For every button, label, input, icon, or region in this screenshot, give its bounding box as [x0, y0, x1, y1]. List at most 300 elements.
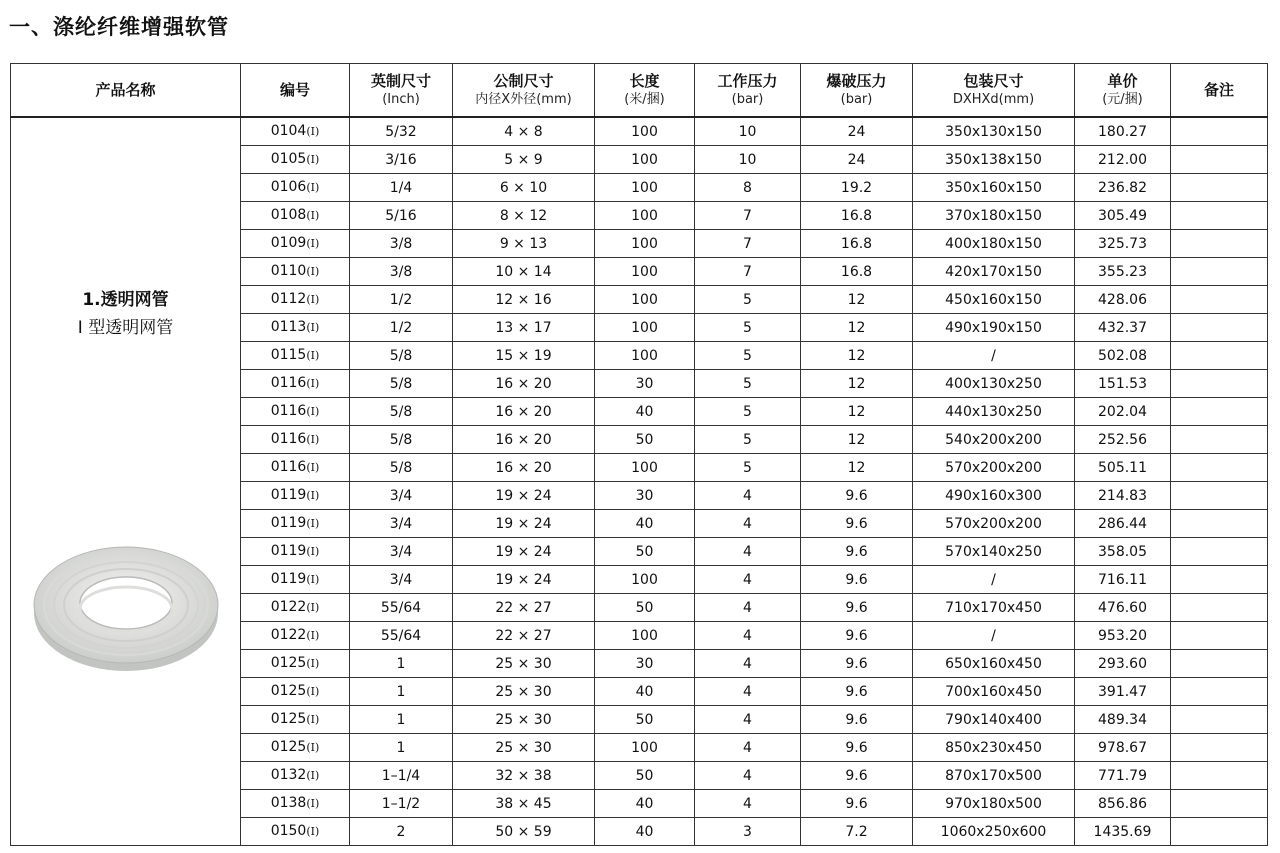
length-cell: 100: [595, 230, 695, 258]
burst-pressure-cell: 9.6: [801, 650, 913, 678]
inch-size-cell: 55/64: [350, 594, 453, 622]
package-size-cell: 420x170x150: [913, 258, 1075, 286]
remark-cell: [1171, 146, 1268, 174]
metric-size-cell: 16 × 20: [453, 454, 595, 482]
package-size-cell: 970x180x500: [913, 790, 1075, 818]
product-code: 0104: [270, 123, 307, 139]
inch-size-cell: 3/8: [350, 230, 453, 258]
unit-price-cell: 1435.69: [1075, 818, 1171, 846]
metric-size-cell: 19 × 24: [453, 538, 595, 566]
unit-price-cell: 293.60: [1075, 650, 1171, 678]
length-cell: 50: [595, 762, 695, 790]
product-code-cell: [241, 594, 350, 622]
column-header-unit: DXHXd(mm): [952, 92, 1035, 107]
working-pressure-cell: 8: [695, 174, 801, 202]
package-size-cell: 490x160x300: [913, 482, 1075, 510]
column-header-unit: (bar): [840, 92, 873, 107]
product-code: 0113: [270, 319, 307, 335]
product-code: 0125: [270, 711, 307, 727]
table-row: [11, 117, 1268, 146]
metric-size-cell: 15 × 19: [453, 342, 595, 370]
column-header-label: 长度: [629, 72, 660, 90]
metric-size-cell: 19 × 24: [453, 566, 595, 594]
product-code: 0138: [270, 795, 307, 811]
product-code-cell: [241, 678, 350, 706]
product-code-cell: [241, 818, 350, 846]
metric-size-cell: 10 × 14: [453, 258, 595, 286]
package-size-cell: 570x200x200: [913, 510, 1075, 538]
column-header-label: 包装尺寸: [963, 72, 1024, 90]
remark-cell: [1171, 342, 1268, 370]
length-cell: 40: [595, 678, 695, 706]
working-pressure-cell: 5: [695, 370, 801, 398]
remark-cell: [1171, 230, 1268, 258]
product-code-suffix: (I): [306, 601, 320, 614]
product-code-cell: [241, 258, 350, 286]
product-code: 0116: [270, 459, 307, 475]
product-code-suffix: (I): [306, 713, 320, 726]
column-header-unit: (Inch): [382, 92, 420, 107]
unit-price-cell: 391.47: [1075, 678, 1171, 706]
metric-size-cell: 38 × 45: [453, 790, 595, 818]
package-size-cell: 350x160x150: [913, 174, 1075, 202]
product-code-cell: [241, 762, 350, 790]
product-code: 0115: [270, 347, 307, 363]
column-header-label: 工作压力: [717, 72, 778, 90]
remark-cell: [1171, 622, 1268, 650]
metric-size-cell: 16 × 20: [453, 398, 595, 426]
unit-price-cell: 180.27: [1075, 117, 1171, 146]
inch-size-cell: 5/8: [350, 398, 453, 426]
length-cell: 100: [595, 314, 695, 342]
column-header: [350, 64, 453, 118]
product-code: 0108: [270, 207, 307, 223]
inch-size-cell: 1: [350, 650, 453, 678]
product-name: 1.透明网管: [82, 289, 169, 310]
product-code-suffix: (I): [306, 797, 320, 810]
inch-size-cell: 1/2: [350, 286, 453, 314]
burst-pressure-cell: 9.6: [801, 622, 913, 650]
package-size-cell: 370x180x150: [913, 202, 1075, 230]
unit-price-cell: 305.49: [1075, 202, 1171, 230]
product-code-cell: [241, 734, 350, 762]
product-code: 0125: [270, 683, 307, 699]
unit-price-cell: 428.06: [1075, 286, 1171, 314]
product-code-suffix: (I): [306, 153, 320, 166]
product-code: 0116: [270, 431, 307, 447]
metric-size-cell: 22 × 27: [453, 594, 595, 622]
inch-size-cell: 2: [350, 818, 453, 846]
working-pressure-cell: 10: [695, 146, 801, 174]
product-code: 0119: [270, 543, 307, 559]
remark-cell: [1171, 734, 1268, 762]
metric-size-cell: 50 × 59: [453, 818, 595, 846]
product-code: 0112: [270, 291, 307, 307]
length-cell: 100: [595, 117, 695, 146]
inch-size-cell: 3/4: [350, 482, 453, 510]
length-cell: 30: [595, 482, 695, 510]
remark-cell: [1171, 566, 1268, 594]
product-code: 0110: [270, 263, 307, 279]
working-pressure-cell: 10: [695, 117, 801, 146]
remark-cell: [1171, 117, 1268, 146]
inch-size-cell: 1–1/2: [350, 790, 453, 818]
inch-size-cell: 3/4: [350, 538, 453, 566]
product-code: 0125: [270, 739, 307, 755]
inch-size-cell: 1: [350, 706, 453, 734]
burst-pressure-cell: 9.6: [801, 566, 913, 594]
column-header-unit: (bar): [731, 92, 764, 107]
burst-pressure-cell: 12: [801, 314, 913, 342]
remark-cell: [1171, 818, 1268, 846]
product-code-cell: [241, 426, 350, 454]
working-pressure-cell: 3: [695, 818, 801, 846]
inch-size-cell: 5/8: [350, 426, 453, 454]
product-code: 0122: [270, 627, 307, 643]
package-size-cell: 870x170x500: [913, 762, 1075, 790]
working-pressure-cell: 4: [695, 538, 801, 566]
package-size-cell: 490x190x150: [913, 314, 1075, 342]
unit-price-cell: 953.20: [1075, 622, 1171, 650]
unit-price-cell: 212.00: [1075, 146, 1171, 174]
working-pressure-cell: 4: [695, 482, 801, 510]
package-size-cell: 400x130x250: [913, 370, 1075, 398]
metric-size-cell: 4 × 8: [453, 117, 595, 146]
working-pressure-cell: 4: [695, 762, 801, 790]
burst-pressure-cell: 7.2: [801, 818, 913, 846]
product-code: 0119: [270, 487, 307, 503]
remark-cell: [1171, 314, 1268, 342]
length-cell: 50: [595, 706, 695, 734]
unit-price-cell: 214.83: [1075, 482, 1171, 510]
product-code-cell: [241, 790, 350, 818]
product-code-cell: [241, 622, 350, 650]
burst-pressure-cell: 24: [801, 146, 913, 174]
burst-pressure-cell: 12: [801, 370, 913, 398]
remark-cell: [1171, 426, 1268, 454]
inch-size-cell: 5/8: [350, 454, 453, 482]
product-code-suffix: (I): [306, 237, 320, 250]
inch-size-cell: 55/64: [350, 622, 453, 650]
product-code: 0132: [270, 767, 307, 783]
inch-size-cell: 5/8: [350, 370, 453, 398]
package-size-cell: /: [913, 622, 1075, 650]
product-code-suffix: (I): [306, 405, 320, 418]
length-cell: 50: [595, 426, 695, 454]
metric-size-cell: 5 × 9: [453, 146, 595, 174]
package-size-cell: 450x160x150: [913, 286, 1075, 314]
inch-size-cell: 1–1/4: [350, 762, 453, 790]
column-header-label: 公制尺寸: [493, 72, 554, 90]
metric-size-cell: 25 × 30: [453, 706, 595, 734]
product-code-cell: [241, 230, 350, 258]
length-cell: 50: [595, 594, 695, 622]
inch-size-cell: 1/2: [350, 314, 453, 342]
product-code-cell: [241, 398, 350, 426]
remark-cell: [1171, 454, 1268, 482]
length-cell: 100: [595, 258, 695, 286]
remark-cell: [1171, 482, 1268, 510]
column-header-label: 编号: [279, 80, 310, 99]
burst-pressure-cell: 9.6: [801, 538, 913, 566]
product-code-cell: [241, 538, 350, 566]
remark-cell: [1171, 594, 1268, 622]
product-code-cell: [241, 482, 350, 510]
metric-size-cell: 9 × 13: [453, 230, 595, 258]
length-cell: 100: [595, 202, 695, 230]
metric-size-cell: 13 × 17: [453, 314, 595, 342]
metric-size-cell: 25 × 30: [453, 650, 595, 678]
working-pressure-cell: 4: [695, 650, 801, 678]
working-pressure-cell: 5: [695, 454, 801, 482]
inch-size-cell: 1/4: [350, 174, 453, 202]
inch-size-cell: 1: [350, 734, 453, 762]
unit-price-cell: 476.60: [1075, 594, 1171, 622]
working-pressure-cell: 4: [695, 622, 801, 650]
working-pressure-cell: 5: [695, 426, 801, 454]
burst-pressure-cell: 16.8: [801, 202, 913, 230]
working-pressure-cell: 7: [695, 230, 801, 258]
working-pressure-cell: 4: [695, 594, 801, 622]
inch-size-cell: 5/16: [350, 202, 453, 230]
length-cell: 50: [595, 538, 695, 566]
working-pressure-cell: 5: [695, 286, 801, 314]
product-code-suffix: (I): [306, 293, 320, 306]
product-code-suffix: (I): [306, 433, 320, 446]
unit-price-cell: 202.04: [1075, 398, 1171, 426]
metric-size-cell: 19 × 24: [453, 510, 595, 538]
package-size-cell: 650x160x450: [913, 650, 1075, 678]
column-header: [595, 64, 695, 118]
unit-price-cell: 358.05: [1075, 538, 1171, 566]
metric-size-cell: 16 × 20: [453, 426, 595, 454]
product-code-cell: [241, 342, 350, 370]
product-code-suffix: (I): [306, 825, 320, 838]
burst-pressure-cell: 9.6: [801, 790, 913, 818]
inch-size-cell: 1: [350, 678, 453, 706]
inch-size-cell: 3/8: [350, 258, 453, 286]
product-code-suffix: (I): [306, 377, 320, 390]
package-size-cell: 700x160x450: [913, 678, 1075, 706]
column-header: [11, 64, 241, 118]
working-pressure-cell: 5: [695, 342, 801, 370]
column-header: [913, 64, 1075, 118]
package-size-cell: 570x200x200: [913, 454, 1075, 482]
page-heading: 一、涤纶纤维增强软管: [9, 15, 229, 39]
remark-cell: [1171, 174, 1268, 202]
unit-price-cell: 505.11: [1075, 454, 1171, 482]
package-size-cell: 850x230x450: [913, 734, 1075, 762]
working-pressure-cell: 4: [695, 566, 801, 594]
column-header: [241, 64, 350, 118]
remark-cell: [1171, 202, 1268, 230]
remark-cell: [1171, 706, 1268, 734]
working-pressure-cell: 5: [695, 314, 801, 342]
length-cell: 40: [595, 398, 695, 426]
product-code-suffix: (I): [306, 265, 320, 278]
length-cell: 100: [595, 174, 695, 202]
package-size-cell: 400x180x150: [913, 230, 1075, 258]
column-header: [1075, 64, 1171, 118]
burst-pressure-cell: 19.2: [801, 174, 913, 202]
remark-cell: [1171, 790, 1268, 818]
unit-price-cell: 325.73: [1075, 230, 1171, 258]
unit-price-cell: 978.67: [1075, 734, 1171, 762]
product-code-cell: [241, 706, 350, 734]
product-code-cell: [241, 650, 350, 678]
product-code: 0106: [270, 179, 307, 195]
column-header-label: 备注: [1203, 80, 1234, 99]
length-cell: 100: [595, 566, 695, 594]
product-code-suffix: (I): [306, 489, 320, 502]
table-header-row: [11, 64, 1268, 118]
metric-size-cell: 25 × 30: [453, 678, 595, 706]
remark-cell: [1171, 510, 1268, 538]
working-pressure-cell: 4: [695, 510, 801, 538]
hose-coil-image: [31, 525, 221, 675]
unit-price-cell: 151.53: [1075, 370, 1171, 398]
burst-pressure-cell: 12: [801, 454, 913, 482]
package-size-cell: 350x138x150: [913, 146, 1075, 174]
product-code-cell: [241, 286, 350, 314]
length-cell: 40: [595, 790, 695, 818]
working-pressure-cell: 5: [695, 398, 801, 426]
product-code-cell: [241, 566, 350, 594]
product-name-cell: [11, 117, 241, 846]
burst-pressure-cell: 9.6: [801, 678, 913, 706]
product-code-suffix: (I): [306, 545, 320, 558]
product-code: 0105: [270, 151, 307, 167]
unit-price-cell: 716.11: [1075, 566, 1171, 594]
product-code: 0122: [270, 599, 307, 615]
product-code-suffix: (I): [306, 629, 320, 642]
package-size-cell: 570x140x250: [913, 538, 1075, 566]
working-pressure-cell: 4: [695, 706, 801, 734]
column-header-label: 单价: [1107, 72, 1138, 90]
burst-pressure-cell: 12: [801, 286, 913, 314]
unit-price-cell: 355.23: [1075, 258, 1171, 286]
unit-price-cell: 856.86: [1075, 790, 1171, 818]
metric-size-cell: 16 × 20: [453, 370, 595, 398]
product-code-suffix: (I): [306, 517, 320, 530]
product-type: I 型透明网管: [77, 317, 174, 338]
product-code-cell: [241, 314, 350, 342]
product-code: 0116: [270, 403, 307, 419]
product-code: 0116: [270, 375, 307, 391]
product-code-suffix: (I): [306, 125, 320, 138]
burst-pressure-cell: 9.6: [801, 510, 913, 538]
product-code-suffix: (I): [306, 321, 320, 334]
unit-price-cell: 252.56: [1075, 426, 1171, 454]
remark-cell: [1171, 370, 1268, 398]
column-header-label: 产品名称: [95, 80, 156, 99]
inch-size-cell: 3/4: [350, 510, 453, 538]
burst-pressure-cell: 16.8: [801, 230, 913, 258]
remark-cell: [1171, 538, 1268, 566]
unit-price-cell: 502.08: [1075, 342, 1171, 370]
product-code-cell: [241, 370, 350, 398]
column-header-label: 爆破压力: [826, 72, 887, 90]
length-cell: 100: [595, 622, 695, 650]
burst-pressure-cell: 9.6: [801, 594, 913, 622]
burst-pressure-cell: 9.6: [801, 706, 913, 734]
length-cell: 100: [595, 734, 695, 762]
metric-size-cell: 32 × 38: [453, 762, 595, 790]
product-code-cell: [241, 454, 350, 482]
length-cell: 40: [595, 818, 695, 846]
package-size-cell: 1060x250x600: [913, 818, 1075, 846]
product-code-suffix: (I): [306, 181, 320, 194]
metric-size-cell: 6 × 10: [453, 174, 595, 202]
working-pressure-cell: 7: [695, 202, 801, 230]
column-header-unit: (元/捆): [1102, 92, 1143, 107]
package-size-cell: 540x200x200: [913, 426, 1075, 454]
product-code-cell: [241, 510, 350, 538]
package-size-cell: /: [913, 342, 1075, 370]
burst-pressure-cell: 12: [801, 398, 913, 426]
package-size-cell: 440x130x250: [913, 398, 1075, 426]
remark-cell: [1171, 762, 1268, 790]
length-cell: 40: [595, 510, 695, 538]
burst-pressure-cell: 16.8: [801, 258, 913, 286]
inch-size-cell: 3/4: [350, 566, 453, 594]
column-header: [1171, 64, 1268, 118]
burst-pressure-cell: 24: [801, 117, 913, 146]
product-code: 0125: [270, 655, 307, 671]
length-cell: 100: [595, 454, 695, 482]
column-header-label: 英制尺寸: [370, 72, 431, 90]
unit-price-cell: 771.79: [1075, 762, 1171, 790]
package-size-cell: /: [913, 566, 1075, 594]
length-cell: 100: [595, 146, 695, 174]
product-code-suffix: (I): [306, 461, 320, 474]
unit-price-cell: 286.44: [1075, 510, 1171, 538]
unit-price-cell: 236.82: [1075, 174, 1171, 202]
burst-pressure-cell: 12: [801, 342, 913, 370]
length-cell: 100: [595, 342, 695, 370]
product-code-suffix: (I): [306, 209, 320, 222]
pricing-table: [10, 63, 1268, 846]
metric-size-cell: 25 × 30: [453, 734, 595, 762]
product-code-suffix: (I): [306, 769, 320, 782]
product-code: 0150: [270, 823, 307, 839]
metric-size-cell: 8 × 12: [453, 202, 595, 230]
working-pressure-cell: 4: [695, 734, 801, 762]
product-code-suffix: (I): [306, 741, 320, 754]
column-header: [453, 64, 595, 118]
metric-size-cell: 19 × 24: [453, 482, 595, 510]
remark-cell: [1171, 286, 1268, 314]
length-cell: 30: [595, 650, 695, 678]
burst-pressure-cell: 12: [801, 426, 913, 454]
inch-size-cell: 5/8: [350, 342, 453, 370]
product-code-suffix: (I): [306, 657, 320, 670]
metric-size-cell: 22 × 27: [453, 622, 595, 650]
working-pressure-cell: 7: [695, 258, 801, 286]
product-code-cell: [241, 202, 350, 230]
package-size-cell: 710x170x450: [913, 594, 1075, 622]
column-header-unit: 内径X外径(mm): [475, 92, 572, 107]
product-code: 0119: [270, 571, 307, 587]
remark-cell: [1171, 398, 1268, 426]
product-code-cell: [241, 146, 350, 174]
metric-size-cell: 12 × 16: [453, 286, 595, 314]
remark-cell: [1171, 258, 1268, 286]
burst-pressure-cell: 9.6: [801, 762, 913, 790]
inch-size-cell: 3/16: [350, 146, 453, 174]
burst-pressure-cell: 9.6: [801, 482, 913, 510]
product-code-suffix: (I): [306, 349, 320, 362]
